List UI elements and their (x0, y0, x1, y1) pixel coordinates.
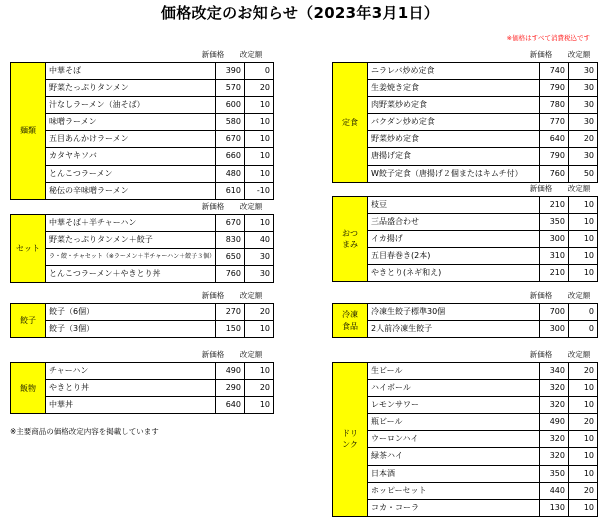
item-name: カタヤキソバ (46, 148, 216, 165)
item-price-change: 0 (245, 63, 274, 80)
item-price-change: 10 (569, 197, 598, 214)
item-name: 中華丼 (46, 397, 216, 414)
table-row (368, 304, 598, 321)
table-row (368, 166, 598, 183)
table-row (46, 380, 274, 397)
item-name: やきとり(ネギ和え) (368, 265, 540, 282)
item-new-price: 670 (216, 215, 245, 232)
item-name: 野菜たっぷりタンメン (46, 80, 216, 97)
table-row (368, 214, 598, 231)
item-new-price: 780 (540, 97, 569, 114)
item-new-price: 790 (540, 148, 569, 165)
table-row (368, 197, 598, 214)
table-row (368, 231, 598, 248)
item-price-change: 40 (245, 232, 274, 249)
table-row (368, 97, 598, 114)
item-price-change: 10 (245, 131, 274, 148)
table-row (368, 466, 598, 483)
column-header: 新価格 改定額 (201, 202, 263, 211)
item-new-price: 740 (540, 63, 569, 80)
item-name: レモンサワー (368, 397, 540, 414)
footer-note: ※主要商品の価格改定内容を掲載しています (10, 427, 159, 436)
item-name: チャーハン (46, 363, 216, 380)
item-price-change: 30 (569, 63, 598, 80)
table-row (368, 431, 598, 448)
item-new-price: 150 (216, 321, 245, 338)
category-label: 定食 (333, 63, 368, 183)
item-new-price: 270 (216, 304, 245, 321)
item-name: コカ・コーラ (368, 500, 540, 517)
item-new-price: 340 (540, 363, 569, 380)
column-header: 新価格 改定額 (201, 350, 263, 359)
item-name: ホッピーセット (368, 483, 540, 500)
item-price-change: 30 (569, 114, 598, 131)
item-new-price: 350 (540, 214, 569, 231)
item-name: 生姜焼き定食 (368, 80, 540, 97)
table-frozen (332, 303, 598, 338)
item-price-change: 10 (569, 231, 598, 248)
item-price-change: 10 (245, 363, 274, 380)
item-name: 唐揚げ定食 (368, 148, 540, 165)
item-price-change: 0 (569, 304, 598, 321)
item-name: 野菜炒め定食 (368, 131, 540, 148)
category-label: セット (11, 215, 46, 283)
item-price-change: 20 (245, 380, 274, 397)
item-price-change: 20 (245, 80, 274, 97)
table-set (10, 214, 274, 283)
table-row (368, 483, 598, 500)
table-row (368, 148, 598, 165)
table-row (46, 166, 274, 183)
item-new-price: 440 (540, 483, 569, 500)
item-name: 日本酒 (368, 466, 540, 483)
item-name: 肉野菜炒め定食 (368, 97, 540, 114)
item-new-price: 490 (540, 414, 569, 431)
table-row (46, 266, 274, 283)
item-name: 秘伝の辛味噌ラーメン (46, 183, 216, 200)
table-row (46, 148, 274, 165)
category-label: 麺類 (11, 63, 46, 200)
item-new-price: 660 (216, 148, 245, 165)
category-label: おつ まみ (333, 197, 368, 282)
item-new-price: 610 (216, 183, 245, 200)
table-row (368, 248, 598, 265)
table-row (368, 363, 598, 380)
item-new-price: 580 (216, 114, 245, 131)
item-price-change: 10 (569, 214, 598, 231)
column-header: 新価格 改定額 (529, 184, 591, 193)
item-price-change: -10 (245, 183, 274, 200)
item-name: W餃子定食（唐揚げ２個またはキムチ付） (368, 166, 540, 183)
item-name: 五目あんかけラーメン (46, 131, 216, 148)
item-name: やきとり丼 (46, 380, 216, 397)
item-name: イカ揚げ (368, 231, 540, 248)
item-price-change: 30 (245, 266, 274, 283)
item-name: 中華そば (46, 63, 216, 80)
tax-note: ※価格はすべて消費税込です (506, 34, 590, 42)
item-price-change: 0 (569, 321, 598, 338)
item-price-change: 10 (245, 321, 274, 338)
item-price-change: 30 (569, 97, 598, 114)
item-new-price: 300 (540, 231, 569, 248)
column-header: 新価格 改定額 (529, 350, 591, 359)
table-row (368, 265, 598, 282)
item-name: 野菜たっぷりタンメン＋餃子 (46, 232, 216, 249)
item-price-change: 10 (245, 215, 274, 232)
table-men (10, 62, 274, 200)
item-name: ラ・餃・チャセット（※ラーメン＋半チャーハン＋餃子３個） (46, 249, 216, 266)
item-price-change: 10 (245, 397, 274, 414)
table-row (368, 448, 598, 465)
item-price-change: 30 (569, 148, 598, 165)
column-header (194, 49, 270, 60)
item-price-change: 10 (569, 500, 598, 517)
table-rice (10, 362, 274, 414)
item-new-price: 790 (540, 80, 569, 97)
table-row (46, 131, 274, 148)
item-new-price: 490 (216, 363, 245, 380)
item-price-change: 10 (569, 248, 598, 265)
table-row (46, 80, 274, 97)
item-price-change: 10 (569, 380, 598, 397)
item-new-price: 320 (540, 380, 569, 397)
item-name: 五目春巻き(2本) (368, 248, 540, 265)
diff-header: 改定額 (239, 50, 263, 59)
item-new-price: 670 (216, 131, 245, 148)
item-new-price: 210 (540, 197, 569, 214)
item-name: 緑茶ハイ (368, 448, 540, 465)
item-name: 中華そば＋半チャーハン (46, 215, 216, 232)
table-row (46, 183, 274, 200)
item-price-change: 10 (569, 448, 598, 465)
item-new-price: 650 (216, 249, 245, 266)
table-gyoza (10, 303, 274, 338)
item-new-price: 320 (540, 397, 569, 414)
item-new-price: 300 (540, 321, 569, 338)
item-new-price: 760 (216, 266, 245, 283)
item-name: 枝豆 (368, 197, 540, 214)
category-label: 餃子 (11, 304, 46, 338)
item-name: バクダン炒め定食 (368, 114, 540, 131)
item-price-change: 30 (569, 80, 598, 97)
table-row (46, 304, 274, 321)
table-row (368, 80, 598, 97)
item-new-price: 310 (540, 248, 569, 265)
item-name: とんこつラーメン (46, 166, 216, 183)
item-price-change: 20 (569, 131, 598, 148)
table-row (46, 321, 274, 338)
item-price-change: 10 (569, 265, 598, 282)
item-new-price: 390 (216, 63, 245, 80)
category-label: 飯物 (11, 363, 46, 414)
item-price-change: 10 (245, 148, 274, 165)
item-price-change: 20 (569, 363, 598, 380)
item-price-change: 10 (569, 397, 598, 414)
table-row (368, 114, 598, 131)
column-header: 新価格 改定額 (529, 291, 591, 300)
item-price-change: 50 (569, 166, 598, 183)
item-new-price: 640 (216, 397, 245, 414)
item-price-change: 20 (569, 414, 598, 431)
item-new-price: 350 (540, 466, 569, 483)
item-new-price: 770 (540, 114, 569, 131)
item-new-price: 290 (216, 380, 245, 397)
item-name: 冷凍生餃子標準30個 (368, 304, 540, 321)
item-name: 味噌ラーメン (46, 114, 216, 131)
table-row (46, 97, 274, 114)
item-new-price: 130 (540, 500, 569, 517)
item-name: 餃子（3個） (46, 321, 216, 338)
item-name: ウーロンハイ (368, 431, 540, 448)
item-name: 三品盛合わせ (368, 214, 540, 231)
item-name: ニラレバ炒め定食 (368, 63, 540, 80)
item-new-price: 320 (540, 431, 569, 448)
table-row (368, 131, 598, 148)
item-price-change: 20 (569, 483, 598, 500)
table-row (368, 321, 598, 338)
item-name: 2人前冷凍生餃子 (368, 321, 540, 338)
table-row (46, 215, 274, 232)
table-row (46, 232, 274, 249)
table-row (46, 114, 274, 131)
item-new-price: 760 (540, 166, 569, 183)
item-name: 瓶ビール (368, 414, 540, 431)
price-header: 新価格 (201, 50, 225, 59)
table-row (46, 363, 274, 380)
item-price-change: 20 (245, 304, 274, 321)
item-name: 餃子（6個） (46, 304, 216, 321)
table-row (368, 397, 598, 414)
item-price-change: 10 (245, 114, 274, 131)
table-row (368, 500, 598, 517)
table-row (46, 63, 274, 80)
table-row (368, 63, 598, 80)
item-new-price: 640 (540, 131, 569, 148)
category-label: ドリ ンク (333, 363, 368, 517)
item-name: とんこつラーメン＋やきとり丼 (46, 266, 216, 283)
item-name: ハイボール (368, 380, 540, 397)
item-name: 汁なしラーメン（油そば） (46, 97, 216, 114)
category-label: 冷凍 食品 (333, 304, 368, 338)
table-row (46, 249, 274, 266)
item-price-change: 30 (245, 249, 274, 266)
column-header: 新価格 改定額 (201, 291, 263, 300)
table-row (368, 414, 598, 431)
item-price-change: 10 (245, 97, 274, 114)
item-new-price: 830 (216, 232, 245, 249)
item-new-price: 700 (540, 304, 569, 321)
table-otsumami (332, 196, 598, 282)
item-price-change: 10 (569, 466, 598, 483)
table-drink (332, 362, 598, 517)
item-new-price: 320 (540, 448, 569, 465)
table-teishoku (332, 62, 598, 183)
item-name: 生ビール (368, 363, 540, 380)
page-title: 価格改定のお知らせ（2023年3月1日） (160, 4, 440, 22)
table-row (368, 380, 598, 397)
column-header: 新価格 改定額 (529, 50, 591, 59)
item-new-price: 570 (216, 80, 245, 97)
item-price-change: 10 (245, 166, 274, 183)
item-new-price: 480 (216, 166, 245, 183)
table-row (46, 397, 274, 414)
item-new-price: 210 (540, 265, 569, 282)
item-new-price: 600 (216, 97, 245, 114)
item-price-change: 10 (569, 431, 598, 448)
